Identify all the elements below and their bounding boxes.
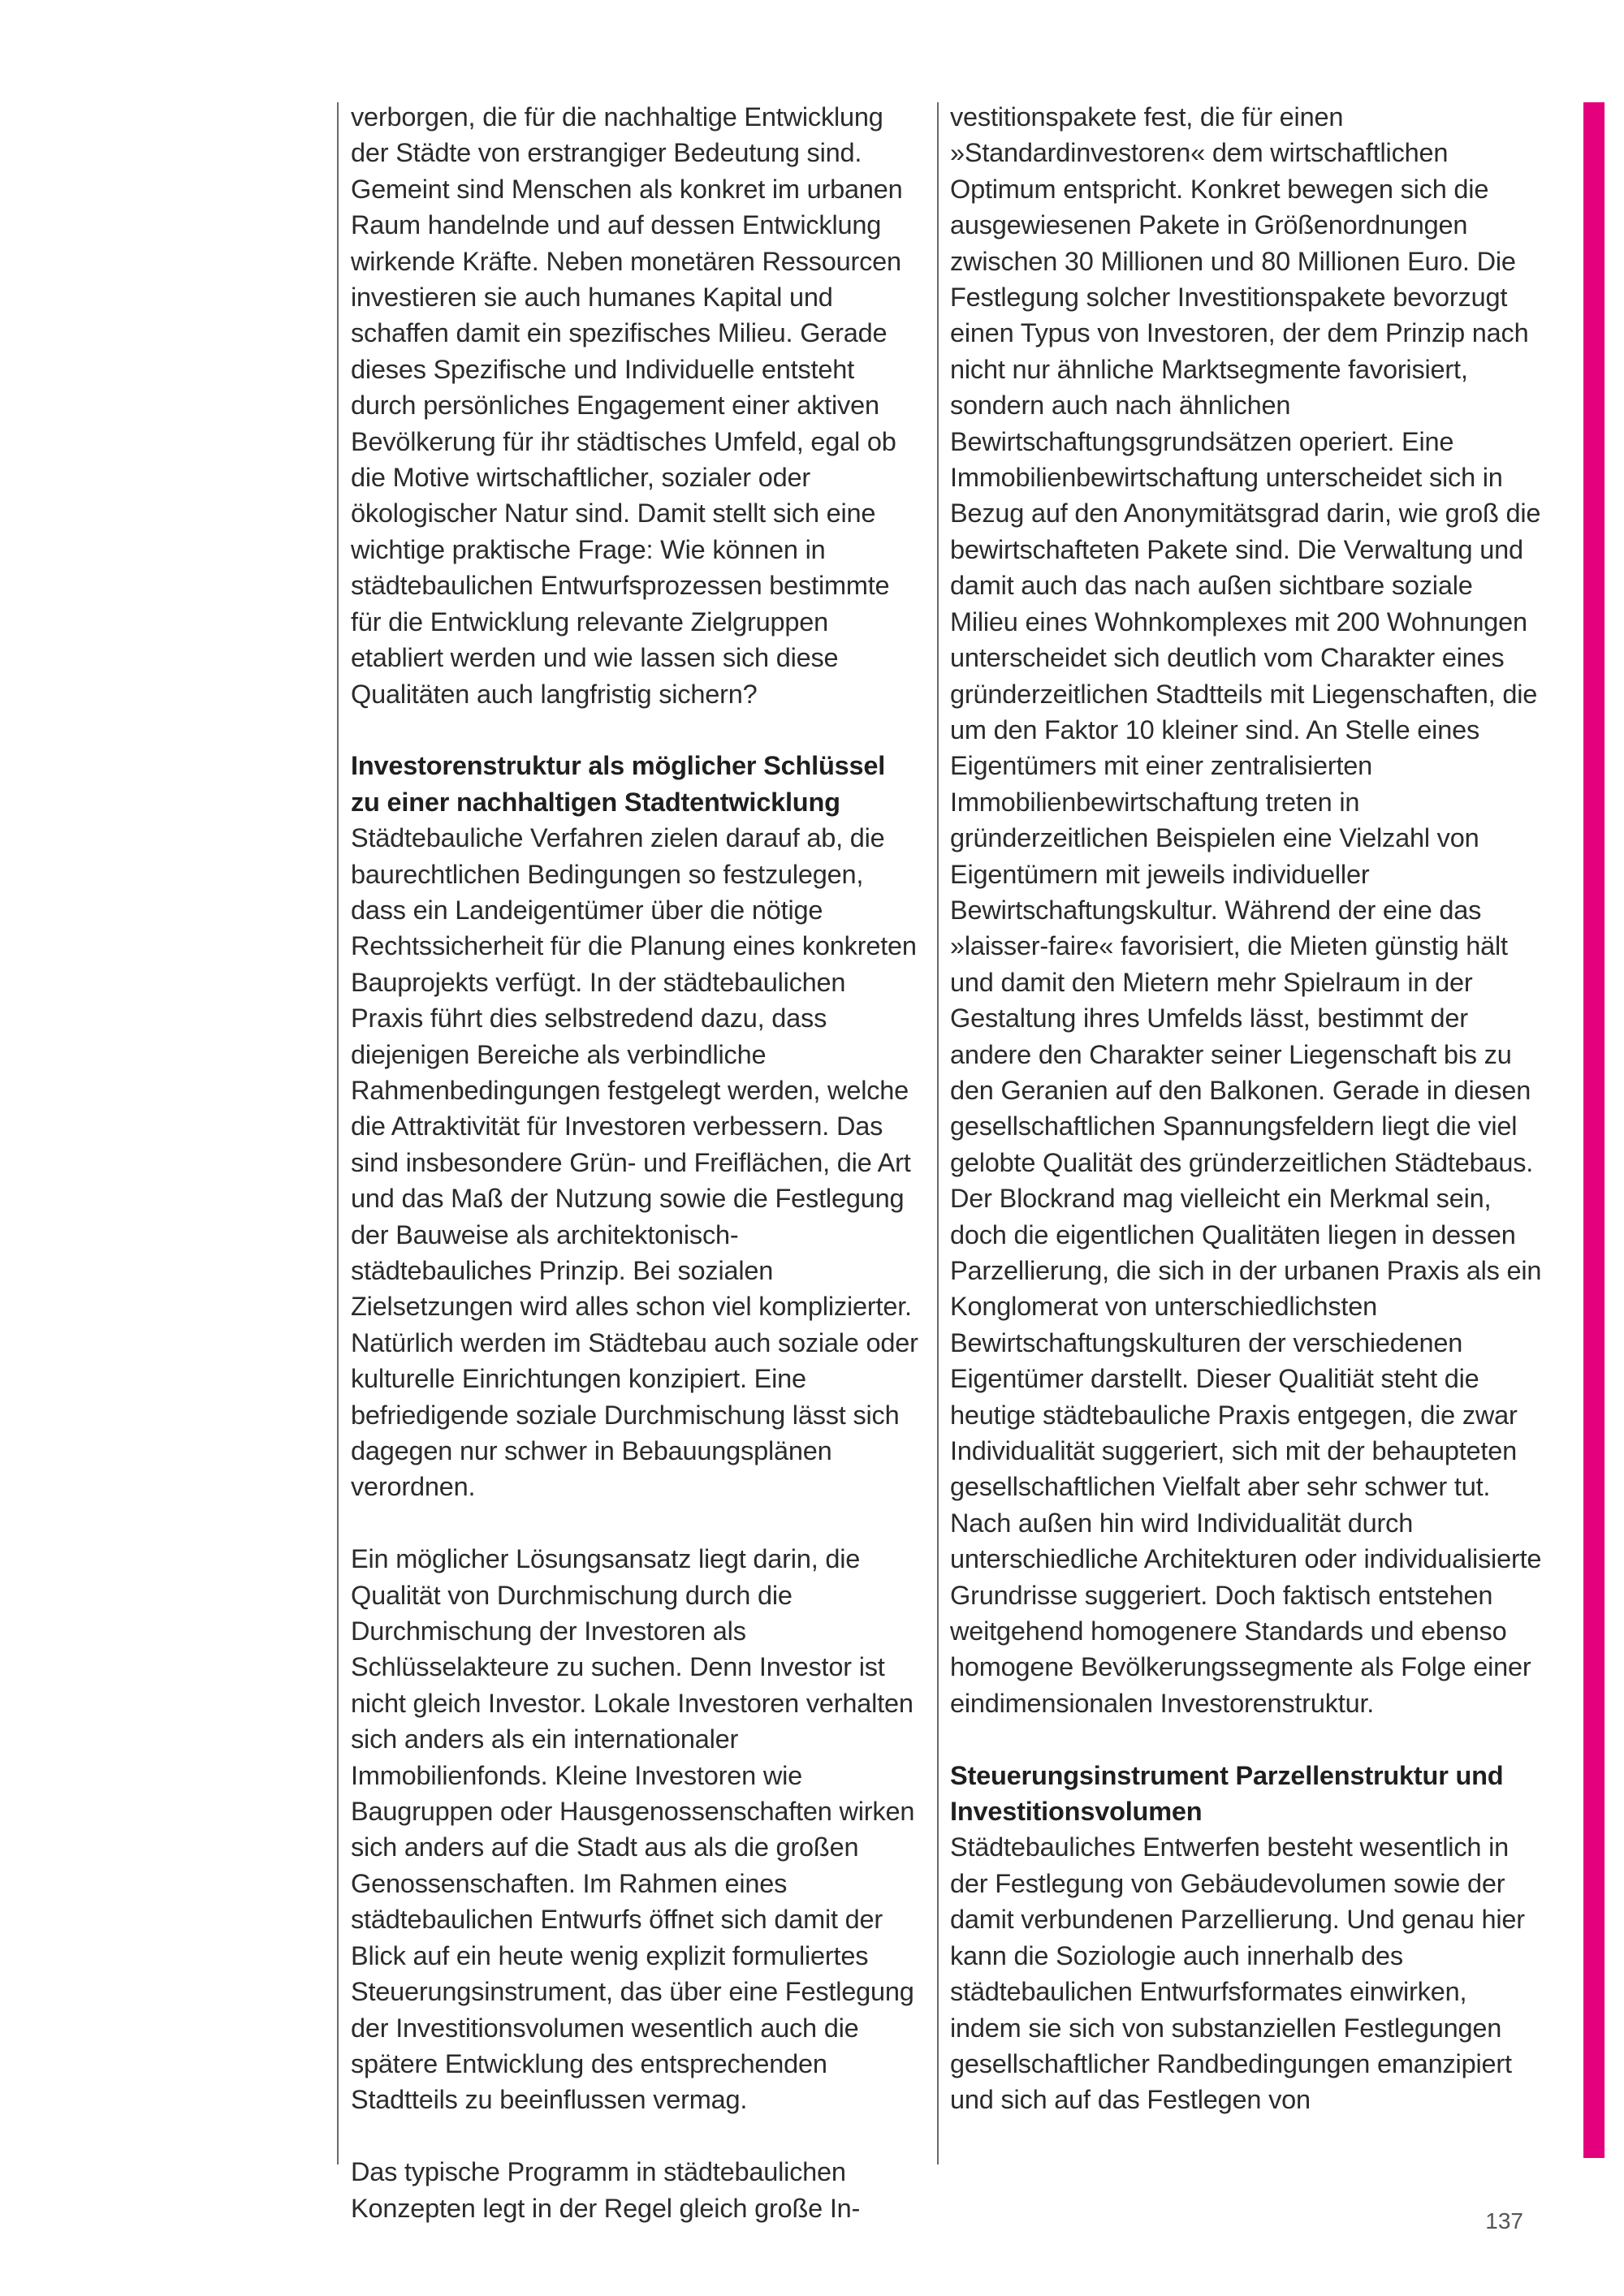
right-paragraph-2: Städtebauliches Entwerfen besteht wesentlich in der Festlegung von Gebäudevolumen sowie der damit verbundenen Parzellierung. Und genau hier kann die Soziologie auch innerhalb des städtebaulichen Entwurfsformates einwirken, indem sie sich von substanziellen Festlegungen gesellschaftlicher Randbedingungen emanzipiert und sich auf das Festlegen von <box>950 1832 1525 2115</box>
right-paragraph-1: vestitionspakete fest, die für einen »Standardinvestoren« dem wirtschaftlichen Optimum entspricht. Konkret bewegen sich die ausgewiesenen Pakete in Größenordnungen zwischen 30 Millionen und 80 Millionen Euro. Die Festlegung solcher Investitionspakete bevorzugt einen Typus von Investoren, der dem Prinzip nach nicht nur ähnliche Marktsegmente favorisiert, sondern auch nach ähnlichen Bewirtschaftungsgrundsätzen operiert. Eine Immobilienbewirtschaftung unterscheidet sich in Bezug auf den Anonymitätsgrad darin, wie groß die bewirtschafteten Pakete sind. Die Verwaltung und damit auch das nach außen sichtbare soziale Milieu eines Wohnkomplexes mit 200 Wohnungen unterscheidet sich deutlich vom Charakter eines gründerzeitlichen Stadtteils mit Liegenschaften, die um den Faktor 10 kleiner sind. An Stelle eines Eigentümers mit einer zentralisierten Immobilienbewirtschaftung treten in gründerzeitlichen Beispielen eine Vielzahl von Eigentümern mit jeweils individueller Bewirtschaftungskultur. Während der eine das »laisser-faire« favorisiert, die Mieten günstig hält und damit den Mietern mehr Spielraum in der Gestaltung ihres Umfelds lässt, bestimmt der andere den Charakter seiner Liegenschaft bis zu den Geranien auf den Balkonen. Gerade in diesen gesellschaftlichen Spannungsfeldern liegt die viel gelobte Qualität des gründerzeitlichen Städtebaus. Der Blockrand mag vielleicht ein Merkmal sein, doch die eigentlichen Qualitäten liegen in dessen Parzellierung, die sich in der urbanen Praxis als ein Konglomerat von unterschiedlichsten Bewirtschaftungskulturen der verschiedenen Eigentümer darstellt. Dieser Qualitiät steht die heutige städtebauliche Praxis entgegen, die zwar Individualität suggeriert, sich mit der behaupteten gesellschaftlichen Vielfalt aber sehr schwer tut. Nach außen hin wird Individualität durch unterschiedliche Architekturen oder individualisierte Grundrisse suggeriert. Doch faktisch entstehen weitgehend homogenere Standards und ebenso homogene Bevölkerungssegmente als Folge einer eindimensionalen Investorenstruktur. <box>950 102 1542 1718</box>
left-paragraph-4: Das typische Programm in städtebaulichen Konzepten legt in der Regel gleich große In- <box>351 2157 861 2223</box>
right-column-rule <box>937 102 939 2164</box>
left-paragraph-1: verborgen, die für die nachhaltige Entwicklung der Städte von erstrangiger Bedeutung sind. Gemeint sind Menschen als konkret im urbanen Raum handelnde und auf dessen Entwicklung wirkende Kräfte. Neben monetären Ressourcen investieren sie auch humanes Kapital und schaffen damit ein spezifisches Milieu. Gerade dieses Spezifische und Individuelle entsteht durch persönliches Engagement einer aktiven Bevölkerung für ihr städtisches Umfeld, egal ob die Motive wirtschaftlicher, sozialer oder ökologischer Natur sind. Damit stellt sich eine wichtige praktische Frage: Wie können in städtebaulichen Entwurfsprozessen bestimmte für die Entwicklung relevante Zielgruppen etabliert werden und wie lassen sich diese Qualitäten auch langfristig sichern? <box>351 102 903 709</box>
left-column-rule <box>337 102 339 2164</box>
left-column <box>351 99 919 2226</box>
left-section-heading: Investorenstruktur als möglicher Schlüssel zu einer nachhaltigen Stadtentwicklung <box>351 751 886 817</box>
accent-bar <box>1583 102 1605 2158</box>
page-number: 137 <box>1485 2208 1523 2233</box>
right-column <box>950 99 1543 2118</box>
left-paragraph-3: Ein möglicher Lösungsansatz liegt darin, die Qualität von Durchmischung durch die Durchmischung der Investoren als Schlüsselakteure zu suchen. Denn Investor ist nicht gleich Investor. Lokale Investoren verhalten sich anders als ein internationaler Immobilienfonds. Kleine Investoren wie Baugruppen oder Hausgenossenschaften wirken sich anders auf die Stadt aus als die großen Genossenschaften. Im Rahmen eines städtebaulichen Entwurfs öffnet sich damit der Blick auf ein heute wenig explizit formuliertes Steuerungsinstrument, das über eine Festlegung der Investitionsvolumen wesentlich auch die spätere Entwicklung des entsprechenden Stadtteils zu beeinflussen vermag. <box>351 1544 915 2115</box>
left-paragraph-2: Städtebauliche Verfahren zielen darauf ab, die baurechtlichen Bedingungen so festzulegen, dass ein Landeigentümer über die nötige Rechtssicherheit für die Planung eines konkreten Bauprojekts verfügt. In der städtebaulichen Praxis führt dies selbstredend dazu, dass diejenigen Bereiche als verbindliche Rahmenbedingungen festgelegt werden, welche die Attraktivität für Investoren verbessern. Das sind insbesondere Grün- und Freiflächen, die Art und das Maß der Nutzung sowie die Festlegung der Bauweise als architektonisch-städtebauliches Prinzip. Bei sozialen Zielsetzungen wird alles schon viel komplizierter. Natürlich werden im Städtebau auch soziale oder kulturelle Einrichtungen konzipiert. Eine befriedigende soziale Durchmischung lässt sich dagegen nur schwer in Bebauungsplänen verordnen. <box>351 823 918 1502</box>
right-section-heading: Steuerungsinstrument Parzellenstruktur und Investitionsvolumen <box>950 1760 1504 1827</box>
